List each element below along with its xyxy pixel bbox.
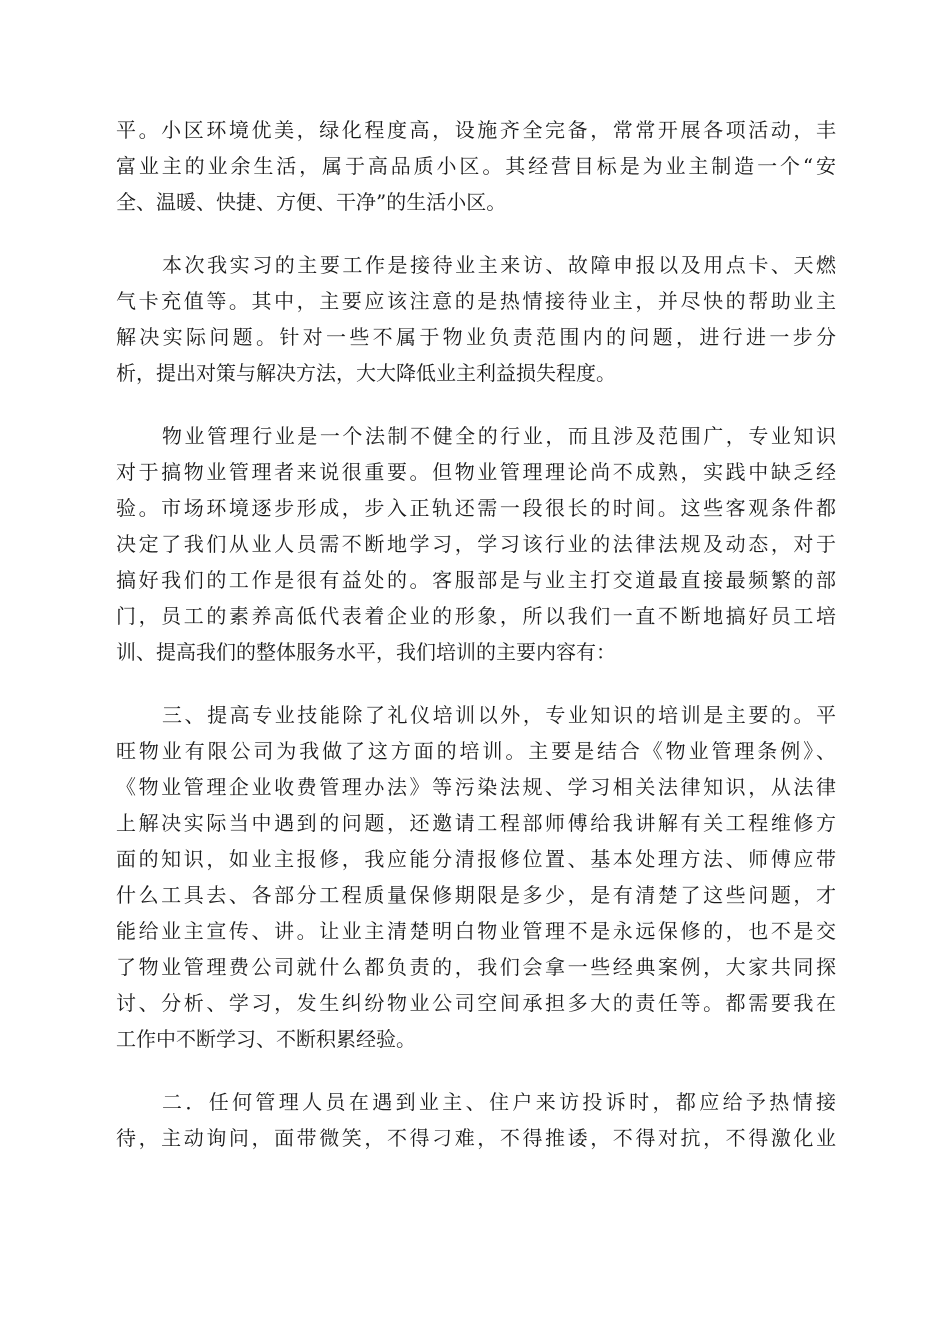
paragraph-line: 了物业管理费公司就什么都负责的，我们会拿一些经典案例，大家共同探 [116, 955, 836, 979]
paragraph-line: 门，员工的素养高低代表着企业的形象，所以我们一直不断地搞好员工培 [116, 604, 836, 628]
paragraph-line: 训、提高我们的整体服务水平，我们培训的主要内容有： [116, 640, 616, 664]
paragraph-line: 讨、分析、学习，发生纠纷物业公司空间承担多大的责任等。都需要我在 [116, 991, 836, 1015]
paragraph-line: 解决实际问题。针对一些不属于物业负责范围内的问题，进行进一步分 [116, 325, 836, 349]
paragraph-line: 富业主的业余生活，属于高品质小区。其经营目标是为业主制造一个“安 [116, 154, 836, 178]
paragraph-line: 对于搞物业管理者来说很重要。但物业管理理论尚不成熟，实践中缺乏经 [116, 460, 836, 484]
paragraph-line: 二．任何管理人员在遇到业主、住户来访投诉时，都应给予热情接 [162, 1090, 836, 1114]
paragraph-line: 平。小区环境优美，绿化程度高，设施齐全完备，常常开展各项活动，丰 [116, 118, 836, 142]
paragraph-line: 工作中不断学习、不断积累经验。 [116, 1027, 416, 1051]
paragraph-4 [116, 697, 836, 1057]
paragraph-line: 验。市场环境逐步形成，步入正轨还需一段很长的时间。这些客观条件都 [116, 496, 836, 520]
paragraph-line: 析，提出对策与解决方法，大大降低业主利益损失程度。 [116, 361, 616, 385]
paragraph-line: 面的知识，如业主报修，我应能分清报修位置、基本处理方法、师傅应带 [116, 847, 836, 871]
paragraph-line: 物业管理行业是一个法制不健全的行业，而且涉及范围广，专业知识 [162, 424, 836, 448]
paragraph-line: 上解决实际当中遇到的问题，还邀请工程部师傅给我讲解有关工程维修方 [116, 811, 836, 835]
paragraph-2 [116, 247, 836, 391]
paragraph-1 [116, 112, 836, 220]
paragraph-line: 搞好我们的工作是很有益处的。客服部是与业主打交道最直接最频繁的部 [116, 568, 836, 592]
paragraph-line: 三、提高专业技能除了礼仪培训以外，专业知识的培训是主要的。平 [162, 703, 836, 727]
paragraph-5 [116, 1084, 836, 1156]
paragraph-3 [116, 418, 836, 670]
paragraph-line: 本次我实习的主要工作是接待业主来访、故障申报以及用点卡、天燃 [162, 253, 836, 277]
paragraph-line: 《物业管理企业收费管理办法》等污染法规、学习相关法律知识，从法律 [116, 775, 836, 799]
paragraph-line: 什么工具去、各部分工程质量保修期限是多少，是有清楚了这些问题，才 [116, 883, 836, 907]
paragraph-line: 待，主动询问，面带微笑，不得刁难，不得推诿，不得对抗，不得激化业 [116, 1126, 836, 1150]
paragraph-line: 决定了我们从业人员需不断地学习，学习该行业的法律法规及动态，对于 [116, 532, 836, 556]
paragraph-line: 气卡充值等。其中，主要应该注意的是热情接待业主，并尽快的帮助业主 [116, 289, 836, 313]
paragraph-line: 能给业主宣传、讲。让业主清楚明白物业管理不是永远保修的，也不是交 [116, 919, 836, 943]
document-body [116, 112, 836, 1183]
paragraph-line: 全、温暖、快捷、方便、干净”的生活小区。 [116, 190, 507, 214]
paragraph-line: 旺物业有限公司为我做了这方面的培训。主要是结合《物业管理条例》、 [116, 739, 836, 763]
